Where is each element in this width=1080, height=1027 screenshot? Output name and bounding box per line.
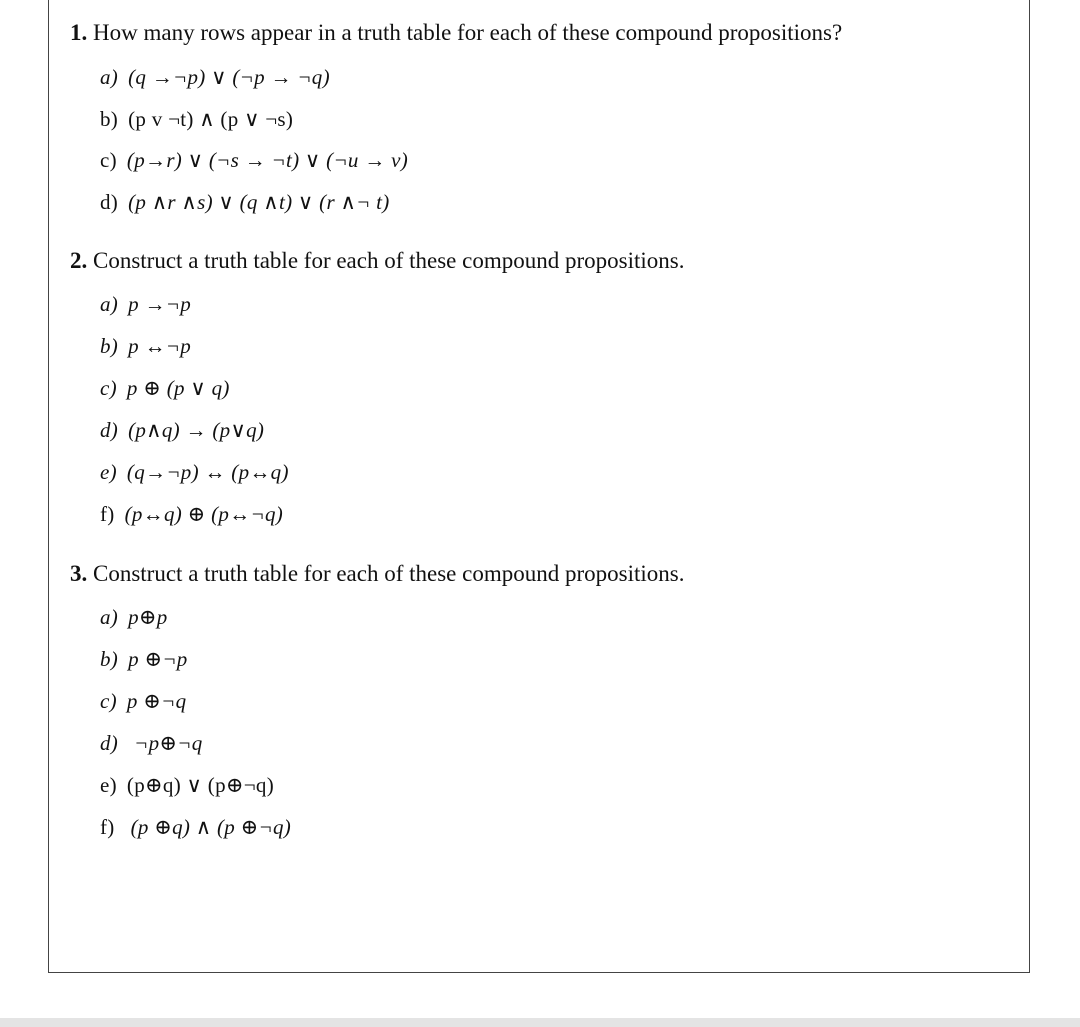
item-label: a) <box>100 65 119 89</box>
item-expression: ¬p⊕¬q <box>134 731 203 755</box>
item-expression: (p v ¬t) ∧ (p ∨ ¬s) <box>128 107 294 131</box>
item-label: c) <box>100 376 117 400</box>
item-label: b) <box>100 107 119 131</box>
item-label: c) <box>100 689 117 713</box>
q3-item-f <box>100 815 291 840</box>
question-text: How many rows appear in a truth table for each of these compound propositions? <box>93 20 843 45</box>
item-expression: (p ⊕q) ∧ (p ⊕¬q) <box>130 815 292 839</box>
item-expression: p →¬p <box>128 292 192 316</box>
q2-item-b <box>100 334 191 359</box>
item-label: d) <box>100 731 119 755</box>
item-label: a) <box>100 292 119 316</box>
question-number: 1. <box>70 20 88 45</box>
item-label: f) <box>100 502 115 526</box>
q1-item-c <box>100 148 408 173</box>
q1-item-a <box>100 65 330 90</box>
q3-item-e <box>100 773 274 798</box>
q3-item-a <box>100 605 168 630</box>
item-label: b) <box>100 647 119 671</box>
item-label: e) <box>100 773 117 797</box>
item-expression: (q→¬p) ↔ (p↔q) <box>126 460 289 484</box>
question-3 <box>70 561 684 587</box>
item-label: f) <box>100 815 115 839</box>
item-expression: (p↔q) ⊕ (p↔¬q) <box>124 502 284 526</box>
item-expression: p ↔¬p <box>128 334 192 358</box>
q2-item-f <box>100 502 283 527</box>
item-label: b) <box>100 334 119 358</box>
q2-item-d <box>100 418 264 443</box>
q2-item-a <box>100 292 191 317</box>
question-1 <box>70 20 842 46</box>
question-number: 2. <box>70 248 88 273</box>
question-text: Construct a truth table for each of these compound propositions. <box>93 561 685 586</box>
question-2 <box>70 248 684 274</box>
q2-item-c <box>100 376 230 401</box>
q3-item-d <box>100 731 203 756</box>
q1-item-d <box>100 190 390 215</box>
question-text: Construct a truth table for each of these compound propositions. <box>93 248 685 273</box>
item-expression: p⊕p <box>128 605 168 629</box>
q2-item-e <box>100 460 289 485</box>
item-label: e) <box>100 460 117 484</box>
item-expression: (p→r) ∨ (¬s → ¬t) ∨ (¬u → v) <box>126 148 409 172</box>
q3-item-b <box>100 647 188 672</box>
item-expression: p ⊕¬q <box>126 689 187 713</box>
item-expression: (p∧q) → (p∨q) <box>128 418 265 442</box>
item-expression: (p ∧r ∧s) ∨ (q ∧t) ∨ (r ∧¬ t) <box>128 190 390 214</box>
q3-item-c <box>100 689 186 714</box>
item-expression: p ⊕ (p ∨ q) <box>126 376 230 400</box>
item-label: d) <box>100 418 119 442</box>
q1-item-b <box>100 107 293 132</box>
item-expression: p ⊕¬p <box>128 647 188 671</box>
item-expression: (p⊕q) ∨ (p⊕¬q) <box>126 773 274 797</box>
item-label: c) <box>100 148 117 172</box>
question-number: 3. <box>70 561 88 586</box>
item-label: d) <box>100 190 119 214</box>
item-label: a) <box>100 605 119 629</box>
item-expression: (q →¬p) ∨ (¬p → ¬q) <box>128 65 330 89</box>
